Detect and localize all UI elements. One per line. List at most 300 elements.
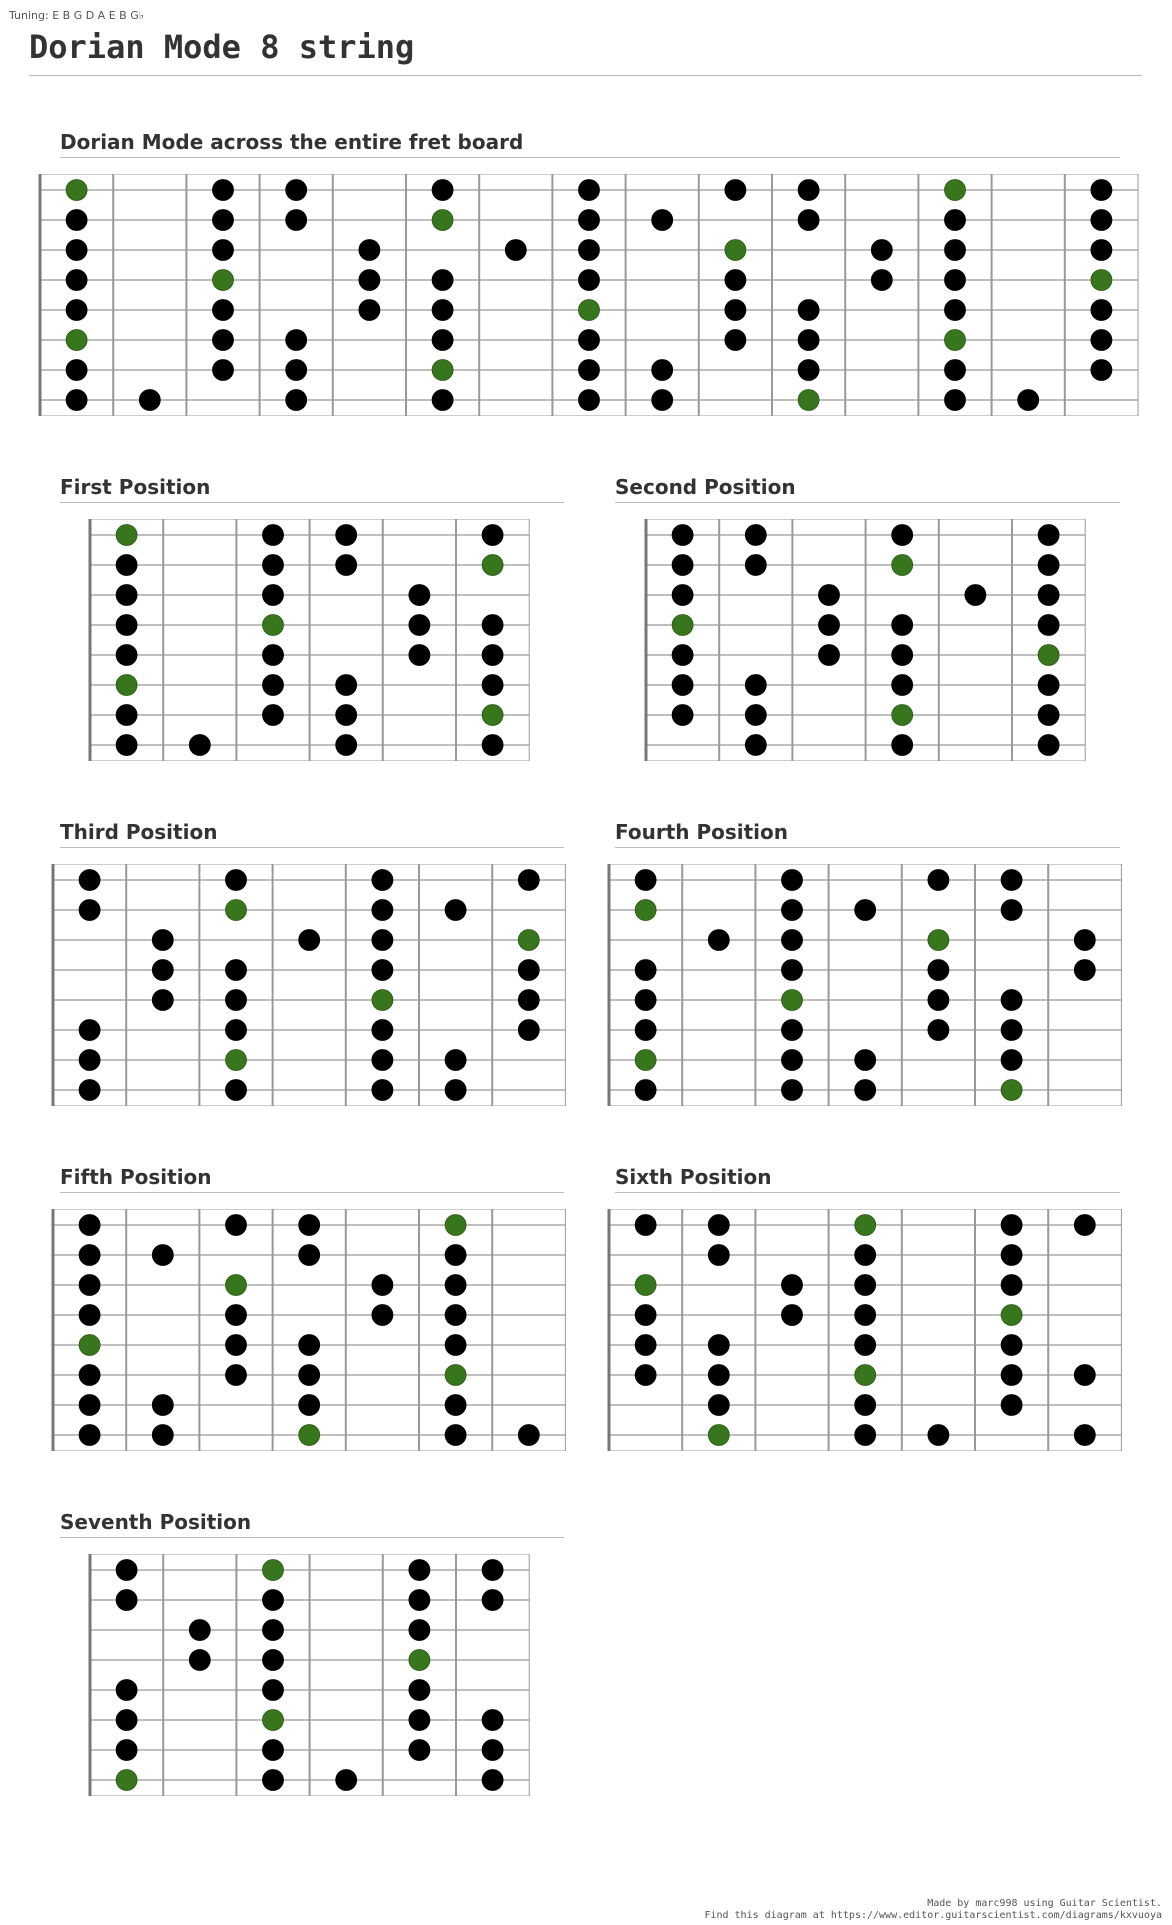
note-dot [445,1305,466,1326]
note-dot [855,1080,876,1101]
page-title: Dorian Mode 8 string [29,28,415,66]
note-dot [263,555,284,576]
note-dot [1001,870,1022,891]
note-dot [189,1650,210,1671]
note-dot [286,390,307,411]
root-note-dot [725,240,746,261]
note-dot [635,1305,656,1326]
note-dot [445,900,466,921]
note-dot [482,1590,503,1611]
root-note-dot [855,1215,876,1236]
note-dot [445,1395,466,1416]
note-dot [372,1020,393,1041]
fretboard-sixth-position-diagram [607,1209,1121,1451]
note-dot [725,180,746,201]
note-dot [116,555,137,576]
note-dot [213,360,234,381]
section-title-fourth-position: Fourth Position [615,820,789,844]
credit-link: Find this diagram at https://www.editor.guitarscientist.com/diagrams/kxvuoya [704,1910,1162,1921]
root-note-dot [945,330,966,351]
note-dot [945,240,966,261]
note-dot [359,240,380,261]
section-title-second-position: Second Position [615,475,796,499]
root-note-dot [79,1335,100,1356]
note-dot [518,960,539,981]
note-dot [432,270,453,291]
root-note-dot [226,900,247,921]
root-note-dot [1038,645,1059,666]
note-dot [505,240,526,261]
note-dot [66,360,87,381]
note-dot [152,1425,173,1446]
note-dot [635,960,656,981]
note-dot [79,1395,100,1416]
note-dot [579,180,600,201]
note-dot [1001,1275,1022,1296]
note-dot [579,360,600,381]
note-dot [116,645,137,666]
note-dot [518,1020,539,1041]
note-dot [299,930,320,951]
title-divider [29,75,1142,76]
note-dot [1091,210,1112,231]
note-dot [359,270,380,291]
note-dot [892,645,913,666]
note-dot [79,1305,100,1326]
note-dot [432,330,453,351]
note-dot [299,1395,320,1416]
note-dot [928,1425,949,1446]
note-dot [635,990,656,1011]
note-dot [286,210,307,231]
note-dot [286,180,307,201]
note-dot [263,1590,284,1611]
note-dot [1038,675,1059,696]
note-dot [263,1770,284,1791]
note-dot [482,1770,503,1791]
note-dot [372,1275,393,1296]
note-dot [226,870,247,891]
note-dot [226,1215,247,1236]
note-dot [79,870,100,891]
note-dot [263,705,284,726]
note-dot [1091,360,1112,381]
note-dot [782,930,803,951]
note-dot [432,180,453,201]
note-dot [116,1710,137,1731]
section-title-sixth-position: Sixth Position [615,1165,772,1189]
note-dot [409,615,430,636]
note-dot [1001,1245,1022,1266]
note-dot [66,270,87,291]
note-dot [1074,1215,1095,1236]
root-note-dot [579,300,600,321]
note-dot [213,180,234,201]
note-dot [263,1740,284,1761]
note-dot [1001,1215,1022,1236]
root-note-dot [482,555,503,576]
note-dot [79,1365,100,1386]
note-dot [635,1335,656,1356]
root-note-dot [708,1425,729,1446]
note-dot [286,330,307,351]
note-dot [708,1335,729,1356]
note-dot [482,1740,503,1761]
note-dot [798,360,819,381]
note-dot [928,870,949,891]
root-note-dot [635,900,656,921]
note-dot [336,1770,357,1791]
note-dot [928,1020,949,1041]
note-dot [263,675,284,696]
note-dot [1038,585,1059,606]
note-dot [579,330,600,351]
note-dot [672,525,693,546]
note-dot [518,870,539,891]
note-dot [782,1275,803,1296]
note-dot [299,1215,320,1236]
note-dot [263,1680,284,1701]
note-dot [372,1080,393,1101]
section-divider-third-position [60,847,564,848]
note-dot [263,1650,284,1671]
note-dot [372,960,393,981]
note-dot [79,1080,100,1101]
note-dot [226,1365,247,1386]
note-dot [139,390,160,411]
note-dot [928,990,949,1011]
note-dot [871,270,892,291]
note-dot [855,1245,876,1266]
section-title-first-position: First Position [60,475,211,499]
note-dot [1074,960,1095,981]
note-dot [372,870,393,891]
note-dot [226,1335,247,1356]
note-dot [1091,300,1112,321]
note-dot [116,1680,137,1701]
note-dot [745,555,766,576]
note-dot [263,525,284,546]
note-dot [945,300,966,321]
note-dot [1038,705,1059,726]
root-note-dot [263,615,284,636]
note-dot [213,330,234,351]
note-dot [409,1680,430,1701]
note-dot [798,330,819,351]
root-note-dot [432,360,453,381]
note-dot [819,615,840,636]
root-note-dot [116,1770,137,1791]
fretboard-second-position-diagram [644,519,1084,761]
note-dot [652,390,673,411]
note-dot [672,705,693,726]
note-dot [152,990,173,1011]
note-dot [116,585,137,606]
note-dot [1038,555,1059,576]
note-dot [79,1215,100,1236]
root-note-dot [66,180,87,201]
note-dot [336,735,357,756]
note-dot [445,1275,466,1296]
note-dot [1038,525,1059,546]
root-note-dot [445,1215,466,1236]
note-dot [892,615,913,636]
note-dot [871,240,892,261]
note-dot [299,1365,320,1386]
note-dot [672,645,693,666]
note-dot [945,360,966,381]
note-dot [945,390,966,411]
note-dot [213,210,234,231]
note-dot [819,645,840,666]
note-dot [855,1425,876,1446]
note-dot [263,645,284,666]
note-dot [798,210,819,231]
note-dot [708,1365,729,1386]
credit-author: Made by marc998 using Guitar Scientist. [927,1898,1162,1909]
note-dot [1001,900,1022,921]
note-dot [1038,735,1059,756]
note-dot [226,1020,247,1041]
note-dot [635,1020,656,1041]
root-note-dot [928,930,949,951]
root-note-dot [892,705,913,726]
note-dot [518,1425,539,1446]
note-dot [226,1305,247,1326]
note-dot [782,960,803,981]
note-dot [672,555,693,576]
note-dot [819,585,840,606]
note-dot [482,1560,503,1581]
root-note-dot [635,1050,656,1071]
root-note-dot [672,615,693,636]
root-note-dot [299,1425,320,1446]
fretboard-full-diagram [38,174,1136,416]
note-dot [798,300,819,321]
note-dot [189,1620,210,1641]
note-dot [286,360,307,381]
note-dot [745,705,766,726]
note-dot [745,735,766,756]
note-dot [189,735,210,756]
note-dot [1001,1050,1022,1071]
note-dot [1001,1395,1022,1416]
note-dot [336,525,357,546]
note-dot [579,210,600,231]
note-dot [635,1215,656,1236]
note-dot [708,1245,729,1266]
root-note-dot [116,675,137,696]
section-divider-full [60,157,1120,158]
note-dot [336,675,357,696]
note-dot [336,555,357,576]
note-dot [745,525,766,546]
note-dot [372,1305,393,1326]
note-dot [226,990,247,1011]
note-dot [116,1590,137,1611]
note-dot [635,870,656,891]
note-dot [116,1560,137,1581]
root-note-dot [409,1650,430,1671]
note-dot [226,1080,247,1101]
note-dot [432,390,453,411]
note-dot [79,1050,100,1071]
note-dot [708,1395,729,1416]
note-dot [1091,180,1112,201]
root-note-dot [432,210,453,231]
note-dot [299,1335,320,1356]
note-dot [263,1620,284,1641]
note-dot [1001,990,1022,1011]
root-note-dot [445,1365,466,1386]
note-dot [928,960,949,981]
note-dot [1074,1365,1095,1386]
section-divider-first-position [60,502,564,503]
section-title-full: Dorian Mode across the entire fret board [60,130,524,154]
note-dot [79,1275,100,1296]
note-dot [445,1050,466,1071]
root-note-dot [226,1275,247,1296]
root-note-dot [1001,1080,1022,1101]
note-dot [855,1335,876,1356]
note-dot [482,1710,503,1731]
note-dot [152,960,173,981]
note-dot [782,1050,803,1071]
note-dot [1001,1335,1022,1356]
note-dot [409,1560,430,1581]
note-dot [213,240,234,261]
note-dot [409,1740,430,1761]
root-note-dot [213,270,234,291]
root-note-dot [263,1560,284,1581]
note-dot [409,1590,430,1611]
note-dot [855,1050,876,1071]
root-note-dot [945,180,966,201]
note-dot [79,1425,100,1446]
credit-footer [704,1898,1162,1922]
note-dot [1091,240,1112,261]
note-dot [445,1080,466,1101]
note-dot [213,300,234,321]
note-dot [672,675,693,696]
root-note-dot [635,1275,656,1296]
note-dot [152,1245,173,1266]
root-note-dot [892,555,913,576]
note-dot [1091,330,1112,351]
root-note-dot [782,990,803,1011]
note-dot [409,645,430,666]
note-dot [359,300,380,321]
note-dot [372,900,393,921]
tuning-label: Tuning: E B G D A E B G♭ [9,9,144,22]
note-dot [579,270,600,291]
note-dot [782,900,803,921]
root-note-dot [66,330,87,351]
section-title-seventh-position: Seventh Position [60,1510,252,1534]
section-divider-fourth-position [615,847,1120,848]
note-dot [152,930,173,951]
note-dot [66,390,87,411]
note-dot [445,1335,466,1356]
root-note-dot [263,1710,284,1731]
note-dot [299,1245,320,1266]
fretboard-seventh-position-diagram [88,1554,528,1796]
note-dot [708,1215,729,1236]
note-dot [518,990,539,1011]
note-dot [409,1710,430,1731]
note-dot [745,675,766,696]
note-dot [409,585,430,606]
fretboard-first-position-diagram [88,519,528,761]
root-note-dot [482,705,503,726]
root-note-dot [372,990,393,1011]
note-dot [708,930,729,951]
note-dot [445,1425,466,1446]
note-dot [432,300,453,321]
note-dot [336,705,357,726]
note-dot [855,1275,876,1296]
note-dot [1018,390,1039,411]
note-dot [892,735,913,756]
note-dot [782,1080,803,1101]
note-dot [116,705,137,726]
note-dot [965,585,986,606]
note-dot [855,1305,876,1326]
note-dot [116,1740,137,1761]
root-note-dot [1091,270,1112,291]
section-title-fifth-position: Fifth Position [60,1165,212,1189]
note-dot [782,1020,803,1041]
note-dot [855,900,876,921]
note-dot [79,1245,100,1266]
note-dot [79,1020,100,1041]
root-note-dot [226,1050,247,1071]
note-dot [116,615,137,636]
note-dot [579,240,600,261]
note-dot [579,390,600,411]
section-divider-seventh-position [60,1537,564,1538]
note-dot [652,210,673,231]
note-dot [66,240,87,261]
note-dot [782,870,803,891]
note-dot [226,960,247,981]
note-dot [1001,1365,1022,1386]
fretboard-third-position-diagram [51,864,565,1106]
note-dot [635,1080,656,1101]
note-dot [725,330,746,351]
note-dot [672,585,693,606]
note-dot [798,180,819,201]
note-dot [892,675,913,696]
note-dot [66,300,87,321]
root-note-dot [798,390,819,411]
note-dot [482,675,503,696]
note-dot [372,1050,393,1071]
note-dot [66,210,87,231]
note-dot [725,270,746,291]
note-dot [1038,615,1059,636]
note-dot [116,735,137,756]
note-dot [482,735,503,756]
note-dot [945,210,966,231]
note-dot [372,930,393,951]
note-dot [725,300,746,321]
note-dot [79,900,100,921]
note-dot [945,270,966,291]
root-note-dot [1001,1305,1022,1326]
note-dot [152,1395,173,1416]
note-dot [1001,1020,1022,1041]
